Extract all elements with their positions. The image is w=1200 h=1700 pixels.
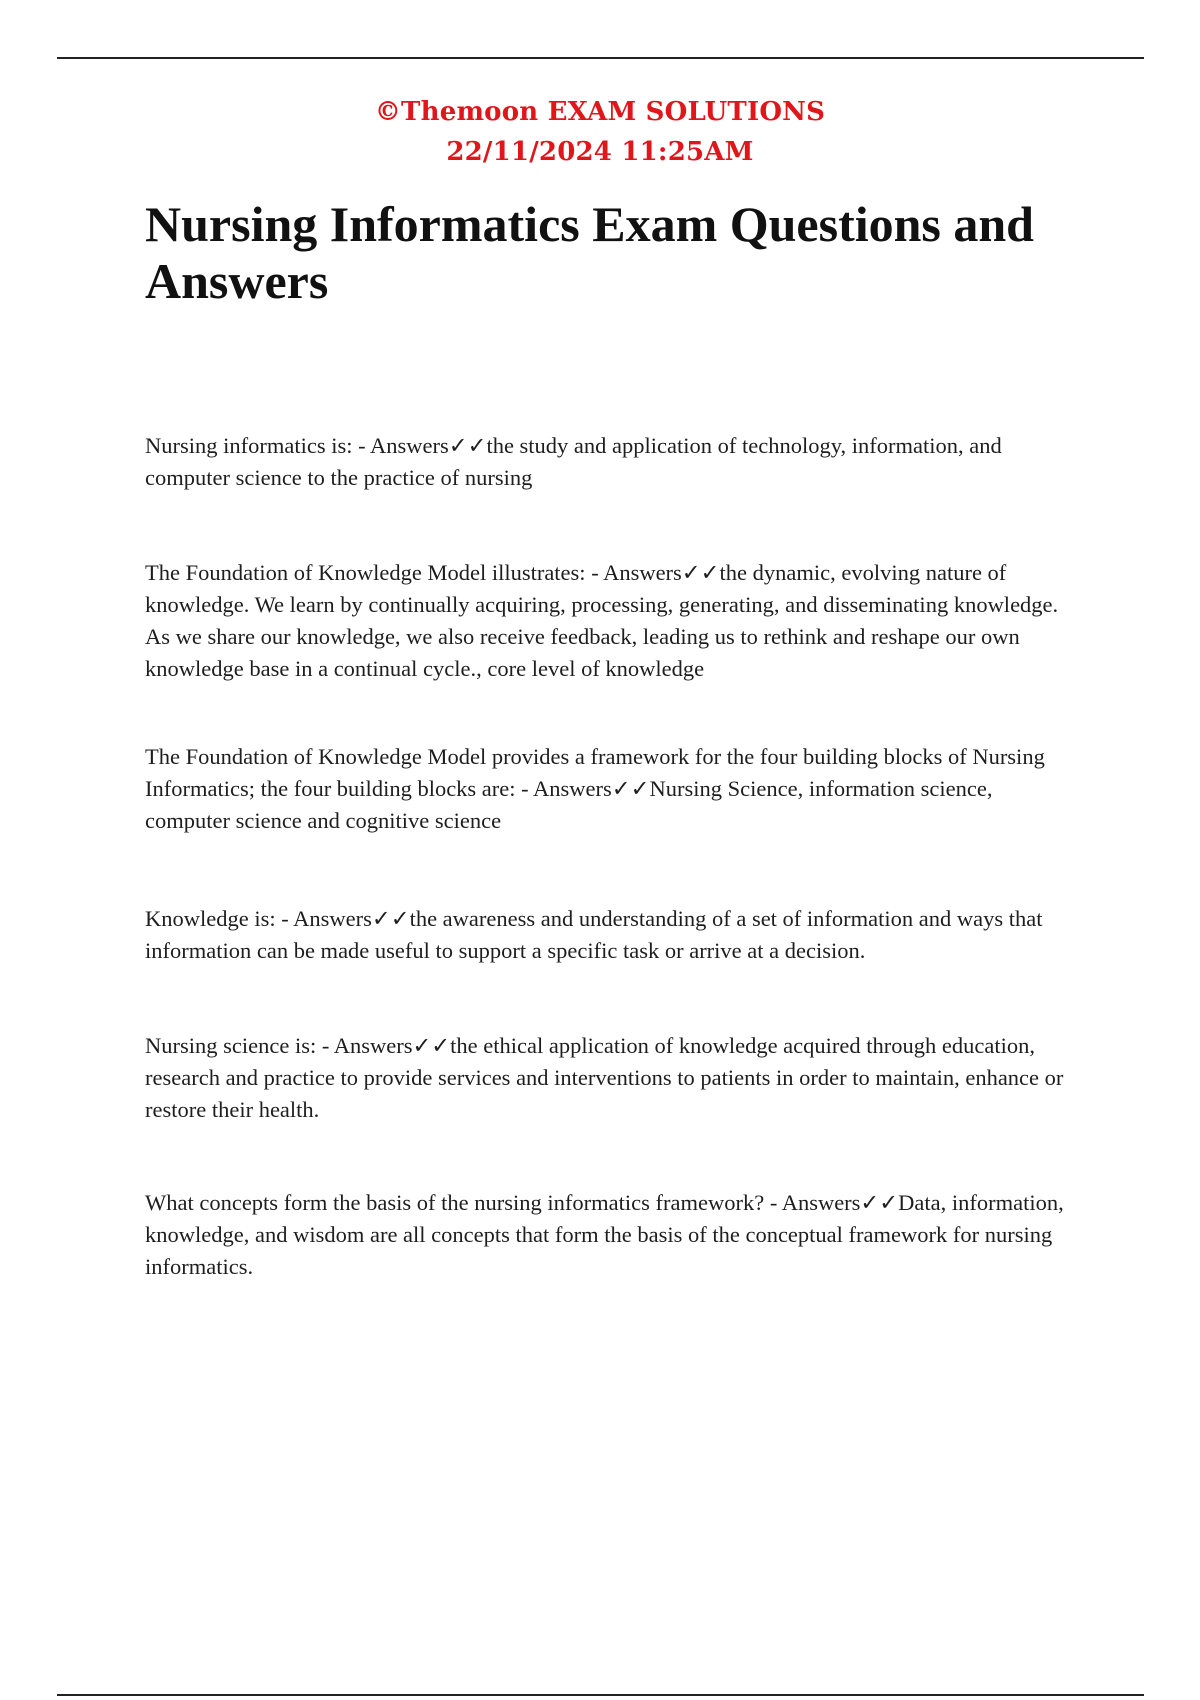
- question-text: The Foundation of Knowledge Model illustrates:: [145, 560, 586, 585]
- qa-item: [145, 1187, 1080, 1283]
- answer-marker: - Answers✓✓: [585, 560, 720, 585]
- answer-text: the dynamic, evolving nature of knowledge. We learn by continually acquiring, processing, generating, and disseminating knowledge. As we share our knowledge, we also receive feedback, leading us to rethink and reshape our own knowledge base in a continual cycle., core level of knowledge: [145, 560, 1059, 681]
- watermark-header: [0, 92, 1200, 172]
- answer-marker: - Answers✓✓: [515, 776, 650, 801]
- qa-item: [145, 903, 1080, 967]
- question-text: Nursing informatics is:: [145, 433, 353, 458]
- answer-marker: - Answers✓✓: [275, 906, 410, 931]
- answer-text: the study and application of technology, information, and computer science to the practice of nursing: [145, 433, 1002, 490]
- answer-marker: - Answers✓✓: [316, 1033, 451, 1058]
- header-brand: ©Themoon EXAM SOLUTIONS: [374, 97, 826, 127]
- qa-item: [145, 557, 1080, 685]
- answer-text: Nursing Science, information science, computer science and cognitive science: [145, 776, 993, 833]
- question-text: The Foundation of Knowledge Model provides a framework for the four building blocks of Nursing Informatics; the four building blocks are:: [145, 744, 1045, 801]
- question-text: Nursing science is:: [145, 1033, 317, 1058]
- page-title: Nursing Informatics Exam Questions and Answers: [145, 196, 1034, 309]
- question-text: Knowledge is:: [145, 906, 276, 931]
- answer-marker: - Answers✓✓: [764, 1190, 899, 1215]
- qa-item: [145, 741, 1080, 837]
- header-timestamp: 22/11/2024 11:25AM: [446, 137, 754, 167]
- answer-text: Data, information, knowledge, and wisdom are all concepts that form the basis of the conceptual framework for nursing informatics.: [145, 1190, 1064, 1279]
- answer-text: the awareness and understanding of a set of information and ways that information can be made useful to support a specific task or arrive at a decision.: [145, 906, 1043, 963]
- question-text: What concepts form the basis of the nursing informatics framework?: [145, 1190, 765, 1215]
- qa-item: [145, 430, 1080, 494]
- top-rule: [57, 57, 1144, 59]
- qa-item: [145, 1030, 1080, 1126]
- answer-text: the ethical application of knowledge acquired through education, research and practice to provide services and interventions to patients in order to maintain, enhance or restore their health.: [145, 1033, 1064, 1122]
- bottom-rule: [57, 1694, 1144, 1696]
- answer-marker: - Answers✓✓: [352, 433, 487, 458]
